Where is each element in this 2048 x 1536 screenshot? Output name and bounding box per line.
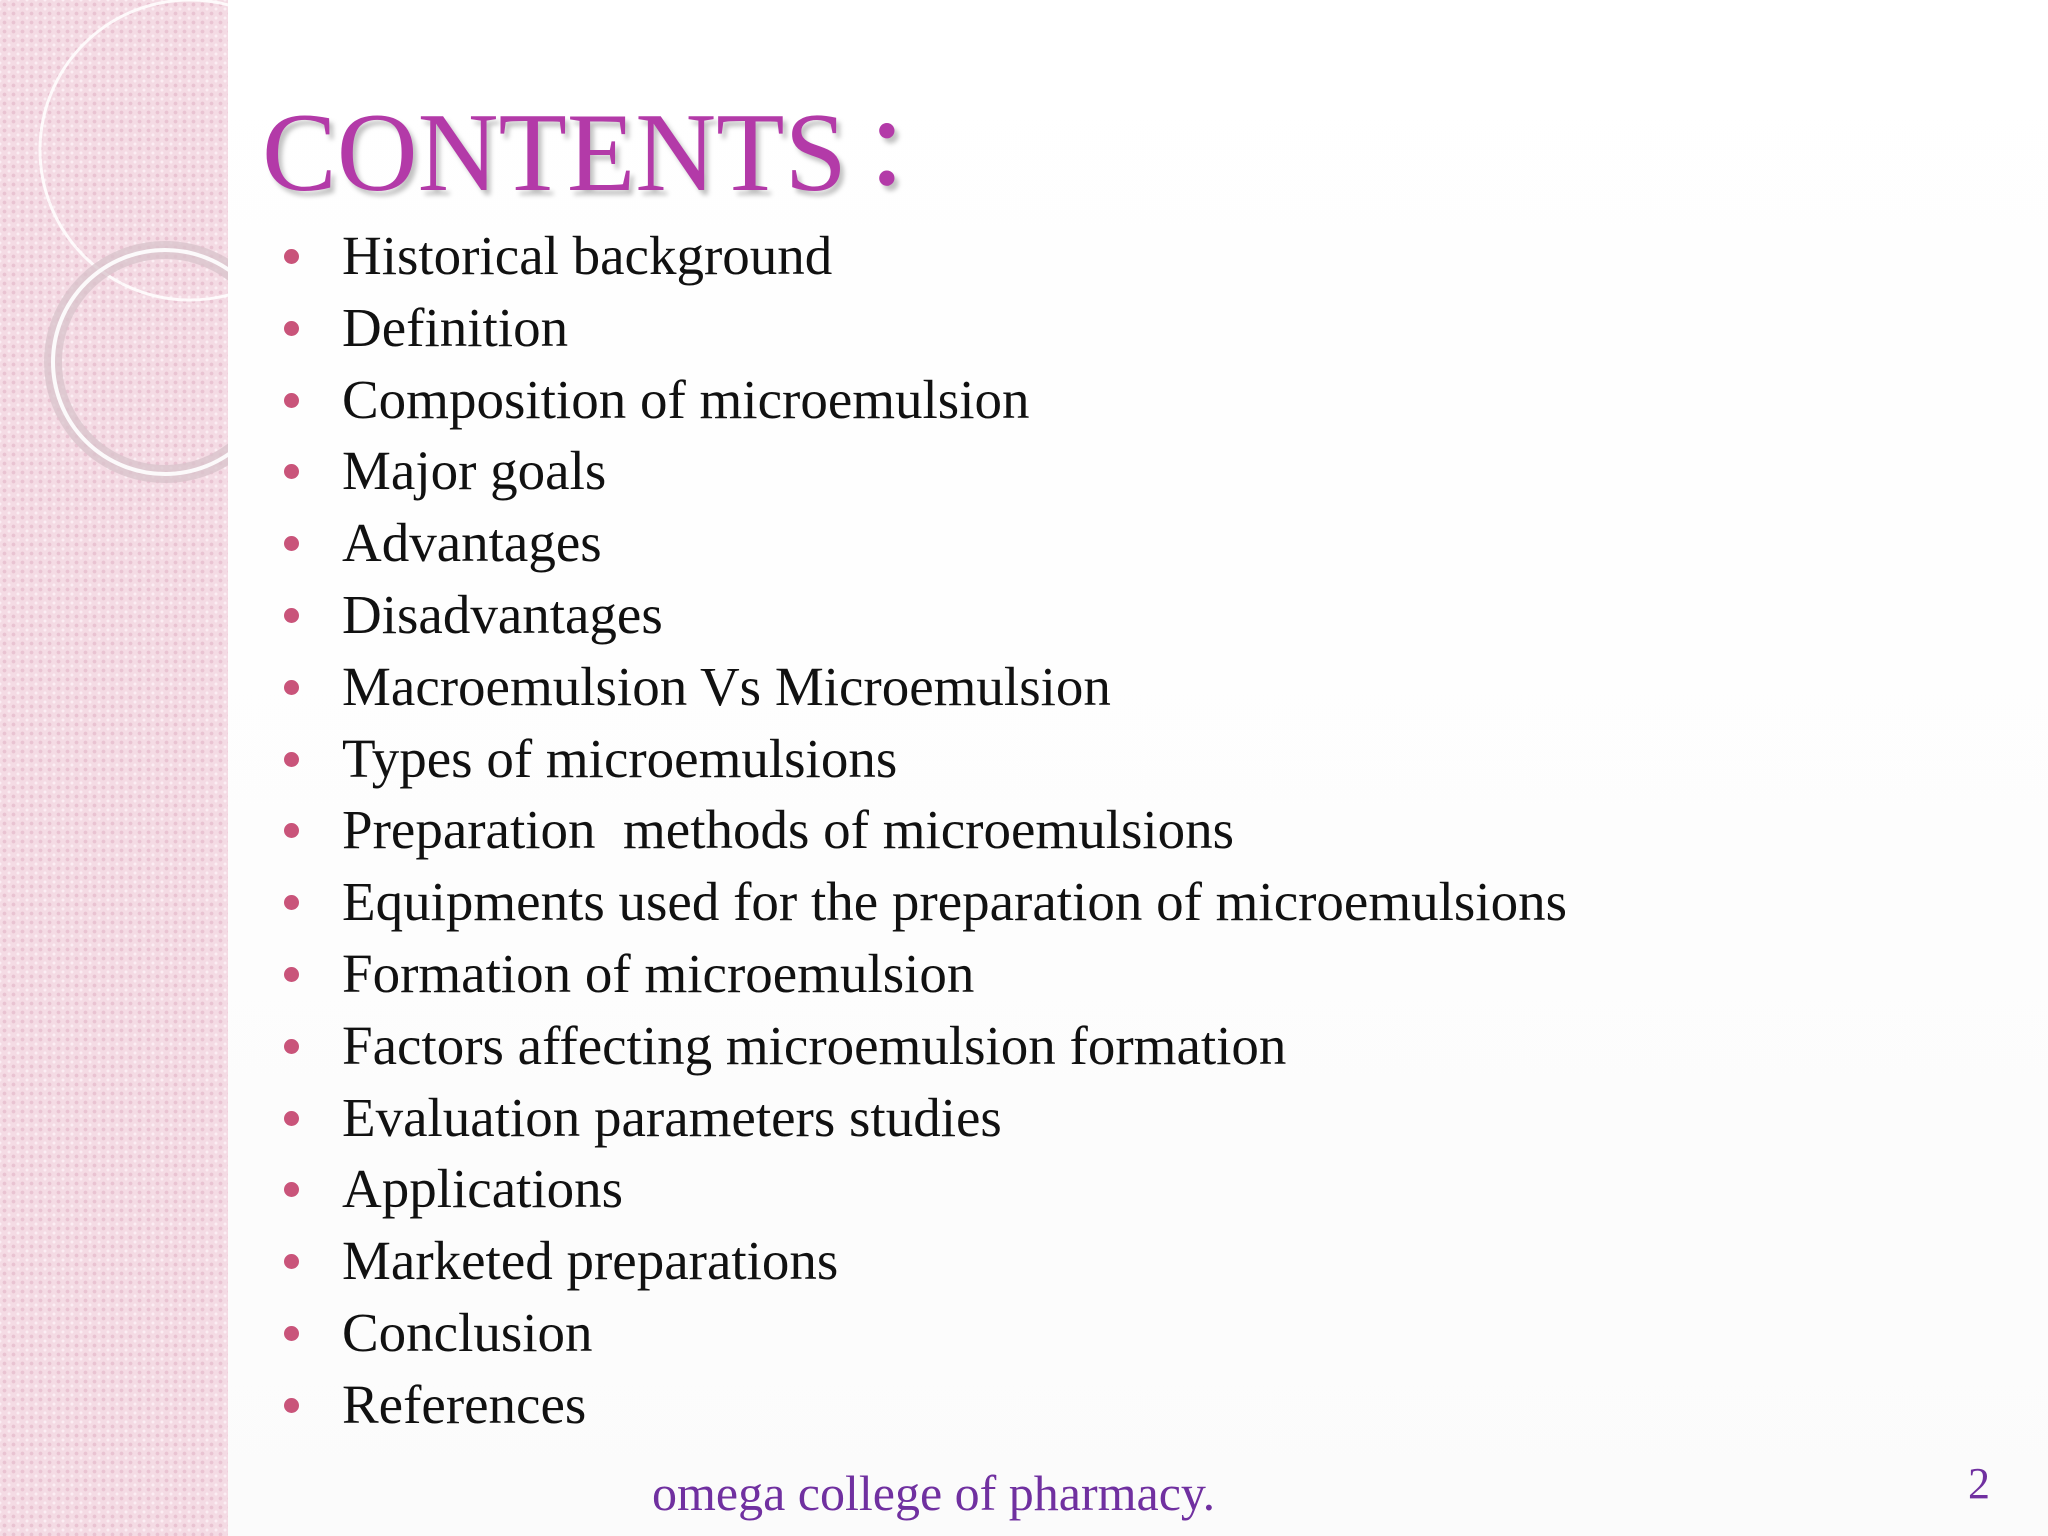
bullet-icon (284, 752, 299, 767)
list-item-label: Preparation methods of microemulsions (342, 799, 1235, 861)
bullet-icon (284, 680, 299, 695)
list-item-label: Evaluation parameters studies (342, 1086, 1002, 1148)
decorative-sidebar (0, 0, 228, 1536)
list-item (282, 579, 1567, 651)
list-item-label: Types of microemulsions (342, 727, 898, 789)
list-item-label: Formation of microemulsion (342, 942, 975, 1004)
bullet-icon (284, 536, 299, 551)
list-item (282, 938, 1567, 1010)
list-item-label: Historical background (342, 225, 833, 286)
list-item (282, 292, 1567, 364)
list-item-label: Advantages (342, 512, 602, 574)
list-item (282, 794, 1567, 866)
bullet-icon (284, 967, 299, 982)
list-item (282, 651, 1567, 723)
list-item-label: Macroemulsion Vs Microemulsion (342, 655, 1111, 717)
list-item (282, 220, 1567, 292)
list-item (282, 1082, 1567, 1154)
list-item (282, 1225, 1567, 1297)
bullet-icon (284, 1111, 299, 1126)
bullet-icon (284, 321, 299, 336)
list-item-label: Definition (342, 296, 569, 358)
list-item-label: Composition of microemulsion (342, 368, 1030, 430)
list-item (282, 364, 1567, 436)
list-item (282, 723, 1567, 795)
list-item-label: Major goals (342, 440, 607, 502)
list-item-label: Conclusion (342, 1301, 593, 1363)
bullet-icon (284, 249, 299, 264)
list-item-label: Applications (342, 1158, 624, 1220)
bullet-icon (284, 608, 299, 623)
bullet-icon (284, 464, 299, 479)
list-item (282, 1153, 1567, 1225)
title-text: CONTENTS (262, 91, 847, 215)
list-item-label: References (342, 1373, 587, 1435)
footer-text: omega college of pharmacy. (652, 1465, 1216, 1521)
bullet-icon (284, 1182, 299, 1197)
bullet-icon (284, 1039, 299, 1054)
list-item (282, 866, 1567, 938)
decorative-rings (0, 0, 228, 520)
list-item-label: Equipments used for the preparation of microemulsions (342, 871, 1567, 933)
list-item (282, 435, 1567, 507)
bullet-icon (284, 1326, 299, 1341)
bullet-icon (284, 823, 299, 838)
list-item (282, 1010, 1567, 1082)
list-item (282, 507, 1567, 579)
list-item-label: Disadvantages (342, 583, 663, 645)
list-item-label: Factors affecting microemulsion formation (342, 1014, 1287, 1076)
page-number: 2 (1968, 1459, 1990, 1508)
bullet-icon (284, 393, 299, 408)
contents-list (282, 220, 1567, 1441)
list-item (282, 1369, 1567, 1441)
bullet-icon (284, 895, 299, 910)
list-item-label: Marketed preparations (342, 1230, 839, 1292)
slide-title (262, 69, 906, 215)
bullet-icon (284, 1398, 299, 1413)
list-item (282, 1297, 1567, 1369)
title-colon: : (868, 69, 906, 213)
bullet-icon (284, 1254, 299, 1269)
